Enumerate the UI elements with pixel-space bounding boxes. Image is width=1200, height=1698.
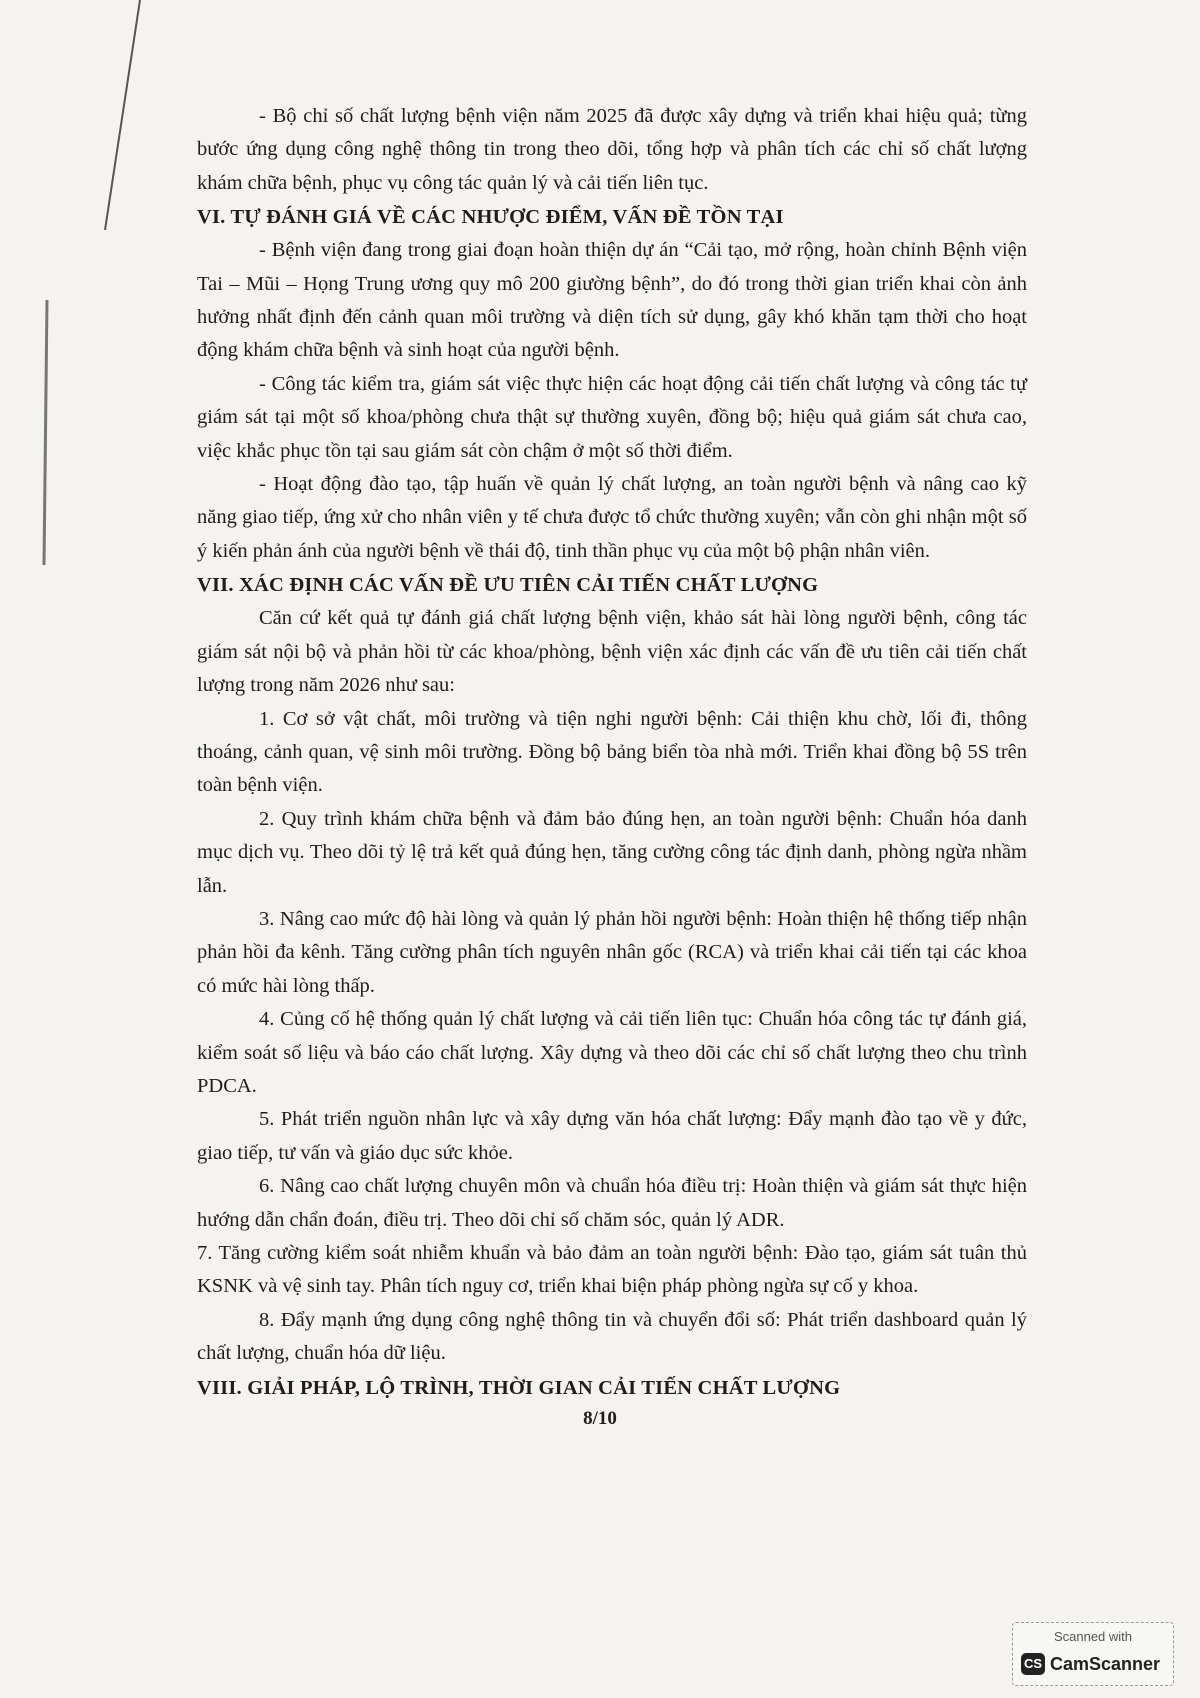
priority-item-1: 1. Cơ sở vật chất, môi trường và tiện nghi người bệnh: Cải thiện khu chờ, lối đi, thông thoáng, cảnh quan, vệ sinh môi trường. Đồng bộ bảng biển tòa nhà mới. Triển khai đồng bộ 5S trên toàn bệnh viện.: [197, 707, 1027, 797]
page-number: 8/10: [583, 1408, 617, 1429]
camscanner-watermark: [1012, 1622, 1174, 1686]
section-viii-heading: VIII. GIẢI PHÁP, LỘ TRÌNH, THỜI GIAN CẢI TIẾN CHẤT LƯỢNG: [197, 1376, 841, 1399]
scan-edge-line-top: [105, 0, 140, 230]
priority-item-5: 5. Phát triển nguồn nhân lực và xây dựng văn hóa chất lượng: Đẩy mạnh đào tạo về y đức, giao tiếp, tư vấn và giáo dục sức khỏe.: [197, 1108, 1027, 1164]
section-vi-paragraph-1: - Bệnh viện đang trong giai đoạn hoàn thiện dự án “Cải tạo, mở rộng, hoàn chỉnh Bệnh viện Tai – Mũi – Họng Trung ương quy mô 200 giường bệnh”, do đó trong thời gian triển khai còn ảnh hưởng nhất định đến cảnh quan môi trường và diện tích sử dụng, gây khó khăn tạm thời cho hoạt động khám chữa bệnh và sinh hoạt của người bệnh.: [197, 239, 1027, 362]
scan-edge-line-left: [44, 300, 47, 565]
priority-item-6: 6. Nâng cao chất lượng chuyên môn và chuẩn hóa điều trị: Hoàn thiện và giám sát thực hiện hướng dẫn chẩn đoán, điều trị. Theo dõi chỉ số chăm sóc, quản lý ADR.: [197, 1175, 1027, 1231]
priority-item-4: 4. Củng cố hệ thống quản lý chất lượng và cải tiến liên tục: Chuẩn hóa công tác tự đánh giá, kiểm soát số liệu và báo cáo chất lượng. Xây dựng và theo dõi các chỉ số chất lượng theo chu trình PDCA.: [197, 1008, 1027, 1097]
priority-item-8: 8. Đẩy mạnh ứng dụng công nghệ thông tin và chuyển đổi số: Phát triển dashboard quản lý chất lượng, chuẩn hóa dữ liệu.: [197, 1308, 1027, 1365]
priority-item-2: 2. Quy trình khám chữa bệnh và đảm bảo đúng hẹn, an toàn người bệnh: Chuẩn hóa danh mục dịch vụ. Theo dõi tỷ lệ trả kết quả đúng hẹn, tăng cường công tác định danh, phòng ngừa nhầm lẫn.: [197, 807, 1027, 897]
section-vi-paragraph-2: - Công tác kiểm tra, giám sát việc thực hiện các hoạt động cải tiến chất lượng và công tác tự giám sát tại một số khoa/phòng chưa thật sự thường xuyên, đồng bộ; hiệu quả giám sát chưa cao, việc khắc phục tồn tại sau giám sát còn chậm ở một số thời điểm.: [197, 372, 1027, 462]
intro-paragraph: - Bộ chỉ số chất lượng bệnh viện năm 2025 đã được xây dựng và triển khai hiệu quả; từng bước ứng dụng công nghệ thông tin trong theo dõi, tổng hợp và phân tích các chỉ số chất lượng khám chữa bệnh, phục vụ công tác quản lý và cải tiến liên tục.: [197, 105, 1027, 194]
priority-item-7: 7. Tăng cường kiểm soát nhiễm khuẩn và bảo đảm an toàn người bệnh: Đào tạo, giám sát tuân thủ KSNK và vệ sinh tay. Phân tích nguy cơ, triển khai biện pháp phòng ngừa sự cố y khoa.: [197, 1242, 1027, 1298]
priority-item-3: 3. Nâng cao mức độ hài lòng và quản lý phản hồi người bệnh: Hoàn thiện hệ thống tiếp nhận phản hồi đa kênh. Tăng cường phân tích nguyên nhân gốc (RCA) và triển khai cải tiến tại các khoa có mức hài lòng thấp.: [197, 907, 1027, 997]
watermark-brand: CamScanner: [1050, 1654, 1161, 1674]
camscanner-logo-icon: CS: [1021, 1653, 1045, 1675]
section-vii-intro: Căn cứ kết quả tự đánh giá chất lượng bệnh viện, khảo sát hài lòng người bệnh, công tác giám sát nội bộ và phản hồi từ các khoa/phòng, bệnh viện xác định các vấn đề ưu tiên cải tiến chất lượng trong năm 2026 như sau:: [197, 607, 1027, 697]
watermark-caption: Scanned with: [1053, 1629, 1133, 1644]
section-vi-paragraph-3: - Hoạt động đào tạo, tập huấn về quản lý chất lượng, an toàn người bệnh và nâng cao kỹ năng giao tiếp, ứng xử cho nhân viên y tế chưa được tổ chức thường xuyên; vẫn còn ghi nhận một số ý kiến phản ánh của người bệnh về thái độ, tinh thần phục vụ của một bộ phận nhân viên.: [197, 473, 1027, 562]
section-vi-heading: VI. TỰ ĐÁNH GIÁ VỀ CÁC NHƯỢC ĐIỂM, VẤN ĐỀ TỒN TẠI: [197, 206, 784, 229]
section-vii-heading: VII. XÁC ĐỊNH CÁC VẤN ĐỀ ƯU TIÊN CẢI TIẾN CHẤT LƯỢNG: [197, 574, 819, 597]
document-body: [197, 100, 1027, 1405]
